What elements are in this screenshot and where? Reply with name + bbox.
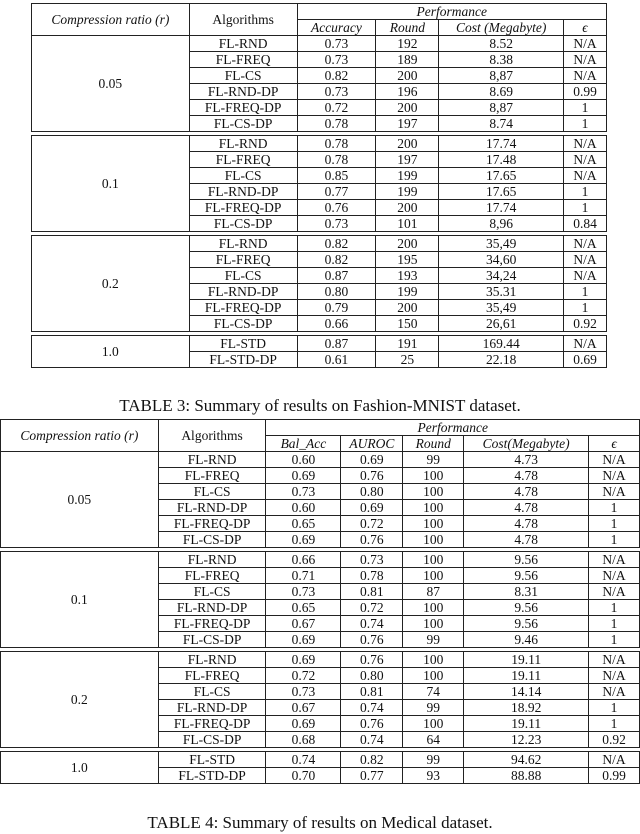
value-cell: 9.46 [464, 632, 589, 648]
value-cell: 169.44 [439, 336, 564, 352]
value-cell: 195 [376, 252, 439, 268]
algorithm-cell: FL-STD [189, 336, 297, 352]
value-cell: 0.81 [341, 584, 403, 600]
value-cell: 0.69 [341, 500, 403, 516]
algorithm-cell: FL-CS [189, 168, 297, 184]
value-cell: 0.87 [297, 336, 376, 352]
value-cell: 0.74 [341, 616, 403, 632]
value-cell: 0.76 [341, 532, 403, 548]
algorithm-cell: FL-CS-DP [158, 532, 266, 548]
value-cell: 0.73 [266, 684, 341, 700]
value-cell: N/A [589, 668, 640, 684]
value-cell: 200 [376, 300, 439, 316]
value-cell: 99 [403, 632, 464, 648]
value-cell: N/A [589, 484, 640, 500]
header-epsilon: ϵ [589, 436, 640, 452]
algorithm-cell: FL-RND [189, 36, 297, 52]
algorithm-cell: FL-STD-DP [189, 352, 297, 368]
value-cell: 101 [376, 216, 439, 232]
value-cell: 34,60 [439, 252, 564, 268]
table3-caption: TABLE 3: Summary of results on Fashion-MNIST dataset. [119, 396, 521, 415]
algorithm-cell: FL-RND-DP [189, 184, 297, 200]
value-cell: 0.76 [297, 200, 376, 216]
algorithm-cell: FL-FREQ [158, 668, 266, 684]
value-cell: 0.73 [266, 484, 341, 500]
algorithm-cell: FL-CS-DP [158, 632, 266, 648]
value-cell: 93 [403, 768, 464, 784]
value-cell: 0.87 [297, 268, 376, 284]
value-cell: 1 [589, 600, 640, 616]
header-compression-ratio: Compression ratio (r) [1, 420, 159, 452]
algorithm-cell: FL-RND-DP [189, 84, 297, 100]
value-cell: 0.99 [589, 768, 640, 784]
value-cell: 1 [589, 616, 640, 632]
value-cell: 26,61 [439, 316, 564, 332]
value-cell: 9.56 [464, 568, 589, 584]
value-cell: N/A [564, 136, 607, 152]
value-cell: 0.60 [266, 452, 341, 468]
value-cell: 0.73 [297, 84, 376, 100]
value-cell: 17.74 [439, 136, 564, 152]
algorithm-cell: FL-FREQ-DP [158, 716, 266, 732]
value-cell: 0.92 [589, 732, 640, 748]
value-cell: 100 [403, 652, 464, 668]
value-cell: N/A [564, 52, 607, 68]
algorithm-cell: FL-CS [189, 268, 297, 284]
value-cell: 0.67 [266, 616, 341, 632]
value-cell: 0.79 [297, 300, 376, 316]
header-algorithms: Algorithms [189, 4, 297, 36]
algorithm-cell: FL-FREQ-DP [189, 200, 297, 216]
value-cell: 1 [564, 184, 607, 200]
value-cell: 197 [376, 152, 439, 168]
value-cell: N/A [589, 568, 640, 584]
value-cell: 64 [403, 732, 464, 748]
value-cell: 100 [403, 484, 464, 500]
value-cell: 0.76 [341, 652, 403, 668]
algorithm-cell: FL-CS-DP [189, 216, 297, 232]
compression-ratio-cell: 0.1 [1, 552, 159, 648]
header-round: Round [403, 436, 464, 452]
value-cell: 197 [376, 116, 439, 132]
value-cell: 0.73 [297, 36, 376, 52]
value-cell: 4.78 [464, 484, 589, 500]
value-cell: N/A [564, 36, 607, 52]
value-cell: 34,24 [439, 268, 564, 284]
value-cell: 19.11 [464, 716, 589, 732]
value-cell: 1 [589, 632, 640, 648]
value-cell: 100 [403, 716, 464, 732]
algorithm-cell: FL-RND-DP [158, 500, 266, 516]
value-cell: N/A [564, 152, 607, 168]
header-compression-ratio: Compression ratio (r) [32, 4, 190, 36]
value-cell: N/A [589, 552, 640, 568]
value-cell: 8,87 [439, 68, 564, 84]
value-cell: 0.99 [564, 84, 607, 100]
table-row [1, 652, 640, 668]
value-cell: N/A [589, 584, 640, 600]
value-cell: 35.31 [439, 284, 564, 300]
value-cell: 17.74 [439, 200, 564, 216]
value-cell: N/A [564, 236, 607, 252]
value-cell: 0.66 [266, 552, 341, 568]
algorithm-cell: FL-CS [158, 684, 266, 700]
value-cell: N/A [589, 468, 640, 484]
value-cell: 0.60 [266, 500, 341, 516]
compression-ratio-cell: 1.0 [32, 336, 190, 368]
value-cell: 100 [403, 500, 464, 516]
value-cell: 0.72 [266, 668, 341, 684]
value-cell: 1 [564, 300, 607, 316]
header-accuracy: Accuracy [297, 20, 376, 36]
value-cell: 0.84 [564, 216, 607, 232]
algorithm-cell: FL-RND [158, 552, 266, 568]
value-cell: 87 [403, 584, 464, 600]
value-cell: 0.68 [266, 732, 341, 748]
algorithm-cell: FL-RND-DP [158, 600, 266, 616]
value-cell: 9.56 [464, 552, 589, 568]
table-row [1, 552, 640, 568]
value-cell: 0.73 [341, 552, 403, 568]
value-cell: 0.80 [341, 668, 403, 684]
header-cost: Cost(Megabyte) [464, 436, 589, 452]
value-cell: 9.56 [464, 600, 589, 616]
header-round: Round [376, 20, 439, 36]
table-row [32, 336, 607, 352]
value-cell: 4.78 [464, 500, 589, 516]
value-cell: 0.77 [341, 768, 403, 784]
value-cell: 150 [376, 316, 439, 332]
algorithm-cell: FL-RND [189, 236, 297, 252]
value-cell: 0.74 [341, 732, 403, 748]
table-row [1, 452, 640, 468]
algorithm-cell: FL-STD [158, 752, 266, 768]
value-cell: 100 [403, 616, 464, 632]
table-row [32, 136, 607, 152]
value-cell: 199 [376, 184, 439, 200]
table-row [1, 752, 640, 768]
header-performance: Performance [297, 4, 607, 20]
header-cost: Cost (Megabyte) [439, 20, 564, 36]
value-cell: 200 [376, 236, 439, 252]
value-cell: 8.74 [439, 116, 564, 132]
value-cell: 0.92 [564, 316, 607, 332]
value-cell: 0.72 [341, 516, 403, 532]
value-cell: 1 [589, 516, 640, 532]
value-cell: 1 [589, 500, 640, 516]
table-medical [0, 419, 640, 784]
compression-ratio-cell: 0.2 [1, 652, 159, 748]
value-cell: 100 [403, 568, 464, 584]
value-cell: 0.78 [297, 116, 376, 132]
value-cell: N/A [589, 752, 640, 768]
algorithm-cell: FL-FREQ-DP [158, 516, 266, 532]
value-cell: 100 [403, 552, 464, 568]
compression-ratio-cell: 0.2 [32, 236, 190, 332]
compression-ratio-cell: 0.05 [1, 452, 159, 548]
value-cell: N/A [589, 452, 640, 468]
value-cell: 200 [376, 100, 439, 116]
value-cell: 1 [564, 284, 607, 300]
compression-ratio-cell: 0.1 [32, 136, 190, 232]
value-cell: 100 [403, 532, 464, 548]
value-cell: 8.52 [439, 36, 564, 52]
value-cell: 191 [376, 336, 439, 352]
value-cell: 1 [564, 100, 607, 116]
header-epsilon: ϵ [564, 20, 607, 36]
value-cell: N/A [564, 168, 607, 184]
value-cell: 200 [376, 136, 439, 152]
value-cell: 17.65 [439, 184, 564, 200]
algorithm-cell: FL-FREQ [158, 468, 266, 484]
algorithm-cell: FL-RND-DP [158, 700, 266, 716]
table-fashion-mnist [31, 3, 607, 368]
algorithm-cell: FL-RND-DP [189, 284, 297, 300]
value-cell: 99 [403, 452, 464, 468]
value-cell: 94.62 [464, 752, 589, 768]
value-cell: 0.70 [266, 768, 341, 784]
value-cell: 12.23 [464, 732, 589, 748]
value-cell: 99 [403, 752, 464, 768]
value-cell: 0.69 [266, 716, 341, 732]
value-cell: 0.78 [297, 136, 376, 152]
value-cell: N/A [564, 68, 607, 84]
value-cell: 0.61 [297, 352, 376, 368]
value-cell: 0.69 [564, 352, 607, 368]
compression-ratio-cell: 0.05 [32, 36, 190, 132]
compression-ratio-cell: 1.0 [1, 752, 159, 784]
value-cell: 192 [376, 36, 439, 52]
algorithm-cell: FL-FREQ [189, 252, 297, 268]
value-cell: 99 [403, 700, 464, 716]
value-cell: 0.78 [341, 568, 403, 584]
value-cell: 199 [376, 284, 439, 300]
value-cell: 17.65 [439, 168, 564, 184]
algorithm-cell: FL-CS [158, 484, 266, 500]
value-cell: 8.31 [464, 584, 589, 600]
value-cell: 0.82 [297, 252, 376, 268]
value-cell: 4.73 [464, 452, 589, 468]
value-cell: N/A [564, 268, 607, 284]
value-cell: 17.48 [439, 152, 564, 168]
value-cell: 1 [589, 700, 640, 716]
value-cell: 4.78 [464, 516, 589, 532]
value-cell: 100 [403, 600, 464, 616]
value-cell: 0.73 [297, 216, 376, 232]
value-cell: 18.92 [464, 700, 589, 716]
value-cell: 0.69 [266, 468, 341, 484]
value-cell: 22.18 [439, 352, 564, 368]
value-cell: 14.14 [464, 684, 589, 700]
value-cell: 0.82 [297, 68, 376, 84]
value-cell: 1 [564, 200, 607, 216]
value-cell: N/A [564, 252, 607, 268]
value-cell: 0.66 [297, 316, 376, 332]
algorithm-cell: FL-CS-DP [189, 116, 297, 132]
algorithm-cell: FL-RND [158, 652, 266, 668]
table4-caption: TABLE 4: Summary of results on Medical dataset. [147, 813, 493, 832]
value-cell: 0.69 [341, 452, 403, 468]
table-row [32, 36, 607, 52]
value-cell: 189 [376, 52, 439, 68]
value-cell: 8.38 [439, 52, 564, 68]
value-cell: 0.74 [341, 700, 403, 716]
algorithm-cell: FL-RND [189, 136, 297, 152]
value-cell: 0.82 [297, 236, 376, 252]
value-cell: 0.80 [341, 484, 403, 500]
value-cell: 0.71 [266, 568, 341, 584]
value-cell: 200 [376, 200, 439, 216]
value-cell: 0.85 [297, 168, 376, 184]
value-cell: 0.72 [341, 600, 403, 616]
value-cell: 35,49 [439, 300, 564, 316]
value-cell: 8,87 [439, 100, 564, 116]
value-cell: 0.74 [266, 752, 341, 768]
algorithm-cell: FL-FREQ [189, 52, 297, 68]
value-cell: 0.65 [266, 516, 341, 532]
value-cell: 0.73 [297, 52, 376, 68]
value-cell: 8,96 [439, 216, 564, 232]
algorithm-cell: FL-CS-DP [189, 316, 297, 332]
algorithm-cell: FL-STD-DP [158, 768, 266, 784]
value-cell: 193 [376, 268, 439, 284]
value-cell: 200 [376, 68, 439, 84]
value-cell: 0.76 [341, 716, 403, 732]
algorithm-cell: FL-CS-DP [158, 732, 266, 748]
value-cell: 0.67 [266, 700, 341, 716]
value-cell: 0.69 [266, 632, 341, 648]
value-cell: 19.11 [464, 668, 589, 684]
value-cell: 1 [589, 532, 640, 548]
algorithm-cell: FL-RND [158, 452, 266, 468]
value-cell: N/A [589, 652, 640, 668]
value-cell: 1 [564, 116, 607, 132]
algorithm-cell: FL-FREQ-DP [189, 100, 297, 116]
value-cell: 0.76 [341, 632, 403, 648]
value-cell: 8.69 [439, 84, 564, 100]
algorithm-cell: FL-FREQ [189, 152, 297, 168]
header-performance: Performance [266, 420, 640, 436]
value-cell: 0.81 [341, 684, 403, 700]
value-cell: 0.69 [266, 532, 341, 548]
header-algorithms: Algorithms [158, 420, 266, 452]
value-cell: 0.65 [266, 600, 341, 616]
algorithm-cell: FL-CS [158, 584, 266, 600]
value-cell: 0.78 [297, 152, 376, 168]
value-cell: 74 [403, 684, 464, 700]
value-cell: N/A [589, 684, 640, 700]
value-cell: 1 [589, 716, 640, 732]
algorithm-cell: FL-FREQ-DP [158, 616, 266, 632]
value-cell: 35,49 [439, 236, 564, 252]
value-cell: 0.73 [266, 584, 341, 600]
value-cell: 100 [403, 468, 464, 484]
value-cell: 0.69 [266, 652, 341, 668]
algorithm-cell: FL-FREQ [158, 568, 266, 584]
algorithm-cell: FL-FREQ-DP [189, 300, 297, 316]
value-cell: 25 [376, 352, 439, 368]
value-cell: 0.72 [297, 100, 376, 116]
value-cell: 4.78 [464, 532, 589, 548]
value-cell: 196 [376, 84, 439, 100]
value-cell: 19.11 [464, 652, 589, 668]
value-cell: N/A [564, 336, 607, 352]
value-cell: 88.88 [464, 768, 589, 784]
table-row [32, 236, 607, 252]
value-cell: 100 [403, 516, 464, 532]
header-auroc: AUROC [341, 436, 403, 452]
value-cell: 100 [403, 668, 464, 684]
value-cell: 0.77 [297, 184, 376, 200]
value-cell: 0.80 [297, 284, 376, 300]
header-bal-acc: Bal_Acc [266, 436, 341, 452]
value-cell: 0.82 [341, 752, 403, 768]
algorithm-cell: FL-CS [189, 68, 297, 84]
value-cell: 9.56 [464, 616, 589, 632]
value-cell: 199 [376, 168, 439, 184]
value-cell: 4.78 [464, 468, 589, 484]
value-cell: 0.76 [341, 468, 403, 484]
